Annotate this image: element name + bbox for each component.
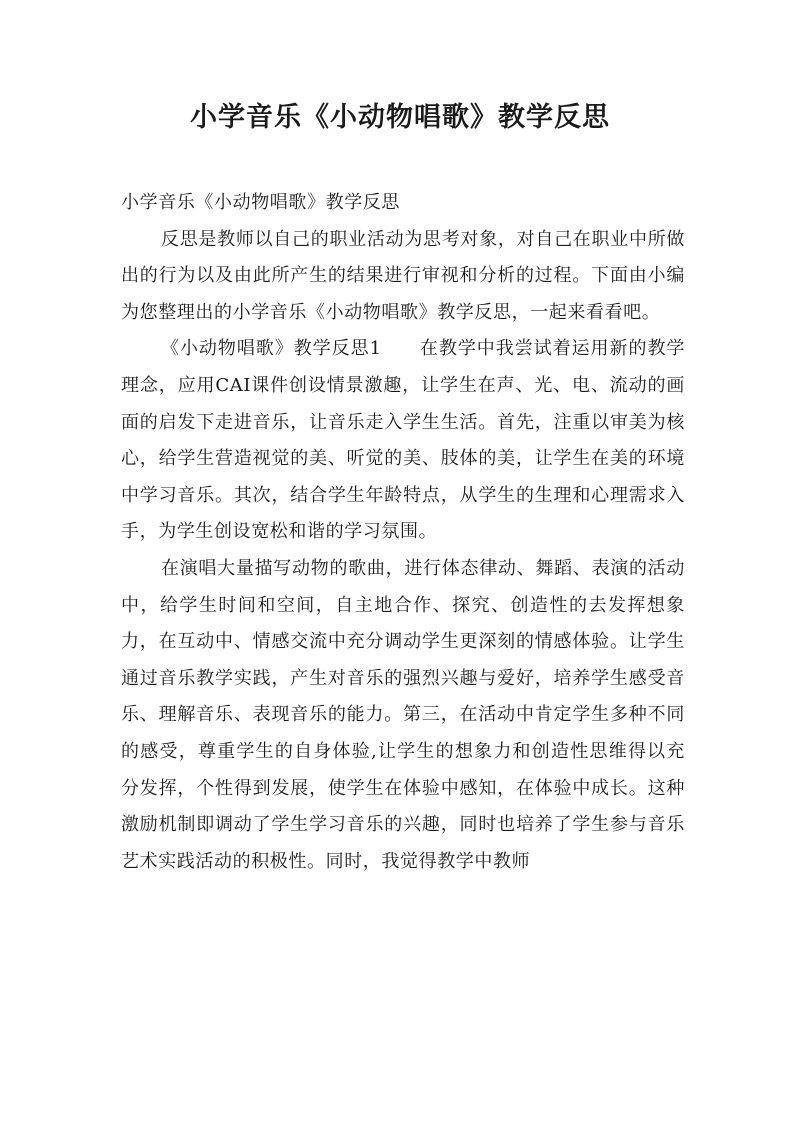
reflection-1-paragraph: 《小动物唱歌》教学反思1 在教学中我尝试着运用新的教学理念，应用CAI课件创设情景激趣，让学生在声、光、电、流动的画面的启发下走进音乐，让音乐走入学生生活。首先，注重以审美为核心，给学生营造视觉的美、听觉的美、肢体的美，让学生在美的环境中学习音乐。其次，结合学生年龄特点，从学生的生理和心理需求入手，为学生创设宽松和谐的学习氛围。 — [121, 338, 685, 543]
document-body — [121, 185, 685, 880]
reflection-1-continued-paragraph: 在演唱大量描写动物的歌曲，进行体态律动、舞蹈、表演的活动中，给学生时间和空间，自主地合作、探究、创造性的去发挥想象力，在互动中、情感交流中充分调动学生更深刻的情感体验。让学生通过音乐教学实践，产生对音乐的强烈兴趣与爱好，培养学生感受音乐、理解音乐、表现音乐的能力。第三，在活动中肯定学生多种不同的感受，尊重学生的自身体验,让学生的想象力和创造性思维得以充分发挥，个性得到发展，使学生在体验中感知，在体验中成长。这种激励机制即调动了学生学习音乐的兴趣，同时也培养了学生参与音乐艺术实践活动的积极性。同时，我觉得教学中教师 — [121, 557, 685, 872]
document-title: 小学音乐《小动物唱歌》教学反思 — [190, 102, 610, 133]
subtitle-paragraph: 小学音乐《小动物唱歌》教学反思 — [121, 192, 400, 213]
intro-paragraph: 反思是教师以自己的职业活动为思考对象，对自己在职业中所做出的行为以及由此所产生的结果进行审视和分析的过程。下面由小编为您整理出的小学音乐《小动物唱歌》教学反思，一起来看看吧。 — [121, 228, 685, 323]
